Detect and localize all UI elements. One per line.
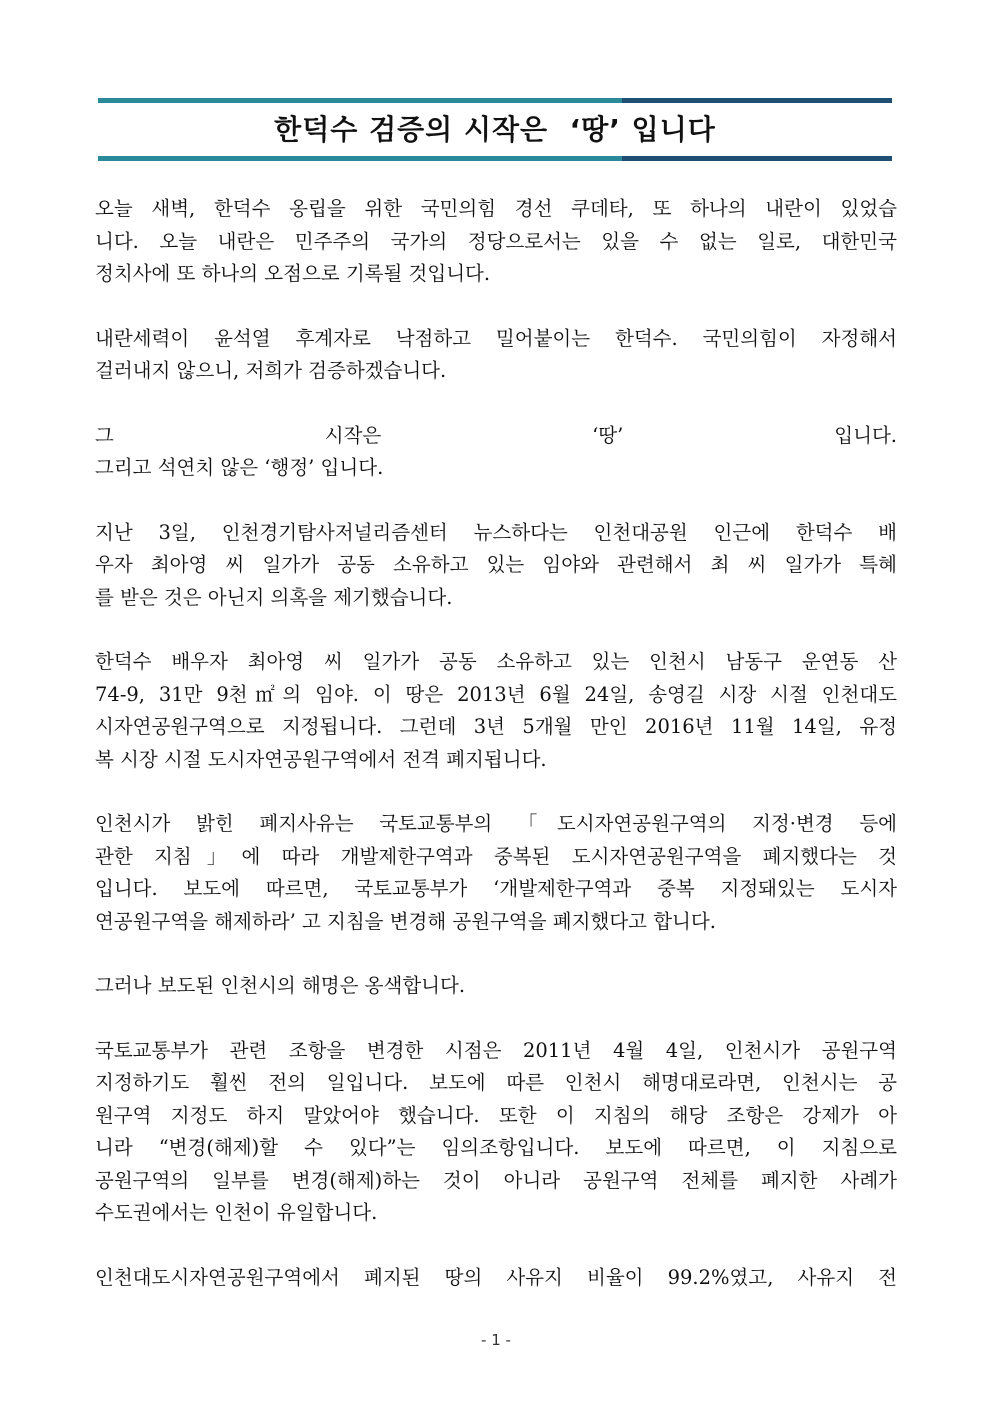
- text-line: 우자 최아영 씨 일가가 공동 소유하고 있는 임야와 관련해서 최 씨 일가가 특혜: [95, 553, 897, 576]
- paragraph: [95, 193, 897, 291]
- header-bottom-rule: [98, 156, 892, 161]
- text-line: 그리고 석연치 않은 ‘행정’ 입니다.: [95, 456, 384, 479]
- header-top-rule: [98, 98, 892, 103]
- text-line: 공원구역의 일부를 변경(해제)하는 것이 아니라 공원구역 전체를 폐지한 사례가: [95, 1168, 897, 1192]
- text-line: 시자연공원구역으로 지정됩니다. 그런데 3년 5개월 만인 2016년 11월 14일, 유정: [95, 715, 897, 738]
- page-number: - 1 -: [481, 1331, 511, 1349]
- paragraph: [95, 420, 897, 485]
- text-line: 국토교통부가 관련 조항을 변경한 시점은 2011년 4월 4일, 인천시가 공원구역: [95, 1038, 897, 1062]
- text-line: 지난 3일, 인천경기탐사저널리즘센터 뉴스하다는 인천대공원 인근에 한덕수 배: [95, 520, 897, 544]
- text-line: 니다. 오늘 내란은 민주주의 국가의 정당으로서는 있을 수 없는 일로, 대한민국: [95, 229, 897, 253]
- text-line: 그 시작은 ‘땅’ 입니다.: [95, 423, 897, 447]
- text-line: 내란세력이 윤석열 후계자로 낙점하고 밀어붙이는 한덕수. 국민의힘이 자정해서: [95, 326, 897, 350]
- text-line: 연공원구역을 해제하라’ 고 지침을 변경해 공원구역을 폐지했다고 합니다.: [95, 909, 716, 933]
- text-line: 를 받은 것은 아닌지 의혹을 제기했습니다.: [95, 585, 453, 609]
- paragraph: [95, 323, 897, 388]
- paragraph: [95, 970, 897, 1003]
- text-line: 니라 “변경(해제)할 수 있다”는 임의조항입니다. 보도에 따르면, 이 지침으로: [95, 1136, 897, 1159]
- text-line: 수도권에서는 인천이 유일합니다.: [95, 1201, 378, 1224]
- document-title: 한덕수 검증의 시작은 ‘땅’ 입니다: [274, 113, 716, 146]
- paragraph: [95, 1262, 897, 1295]
- paragraph: [95, 1035, 897, 1230]
- paragraph: [95, 808, 897, 938]
- paragraph: [95, 517, 897, 615]
- text-line: 정치사에 또 하나의 오점으로 기록될 것입니다.: [95, 262, 491, 285]
- text-line: 그러나 보도된 인천시의 해명은 옹색합니다.: [95, 974, 466, 997]
- text-line: 원구역 지정도 하지 말았어야 했습니다. 또한 이 지침의 해당 조항은 강제가 아: [95, 1103, 897, 1127]
- text-line: 인천대도시자연공원구역에서 폐지된 땅의 사유지 비율이 99.2%였고, 사유지 전: [95, 1265, 897, 1289]
- text-line: 걸러내지 않으니, 저희가 검증하겠습니다.: [95, 359, 447, 382]
- text-line: 인천시가 밝힌 폐지사유는 국토교통부의 「도시자연공원구역의 지정·변경 등에: [95, 812, 897, 835]
- paragraph: [95, 646, 897, 776]
- text-line: 지정하기도 훨씬 전의 일입니다. 보도에 따른 인천시 해명대로라면, 인천시는 공: [95, 1071, 897, 1094]
- text-line: 복 시장 시절 도시자연공원구역에서 전격 폐지됩니다.: [95, 747, 547, 771]
- document-header: [98, 98, 892, 164]
- document-body: [95, 193, 897, 1326]
- text-line: 74-9, 31만 9천㎡의 임야. 이 땅은 2013년 6월 24일, 송영길 시장 시절 인천대도: [95, 682, 897, 706]
- text-line: 입니다. 보도에 따르면, 국토교통부가 ‘개발제한구역과 중복 지정돼있는 도시자: [95, 877, 897, 900]
- text-line: 한덕수 배우자 최아영 씨 일가가 공동 소유하고 있는 인천시 남동구 운연동 산: [95, 650, 897, 673]
- text-line: 관한 지침」에 따라 개발제한구역과 중복된 도시자연공원구역을 폐지했다는 것: [95, 844, 897, 868]
- text-line: 오늘 새벽, 한덕수 옹립을 위한 국민의힘 경선 쿠데타, 또 하나의 내란이 있었습: [95, 197, 897, 220]
